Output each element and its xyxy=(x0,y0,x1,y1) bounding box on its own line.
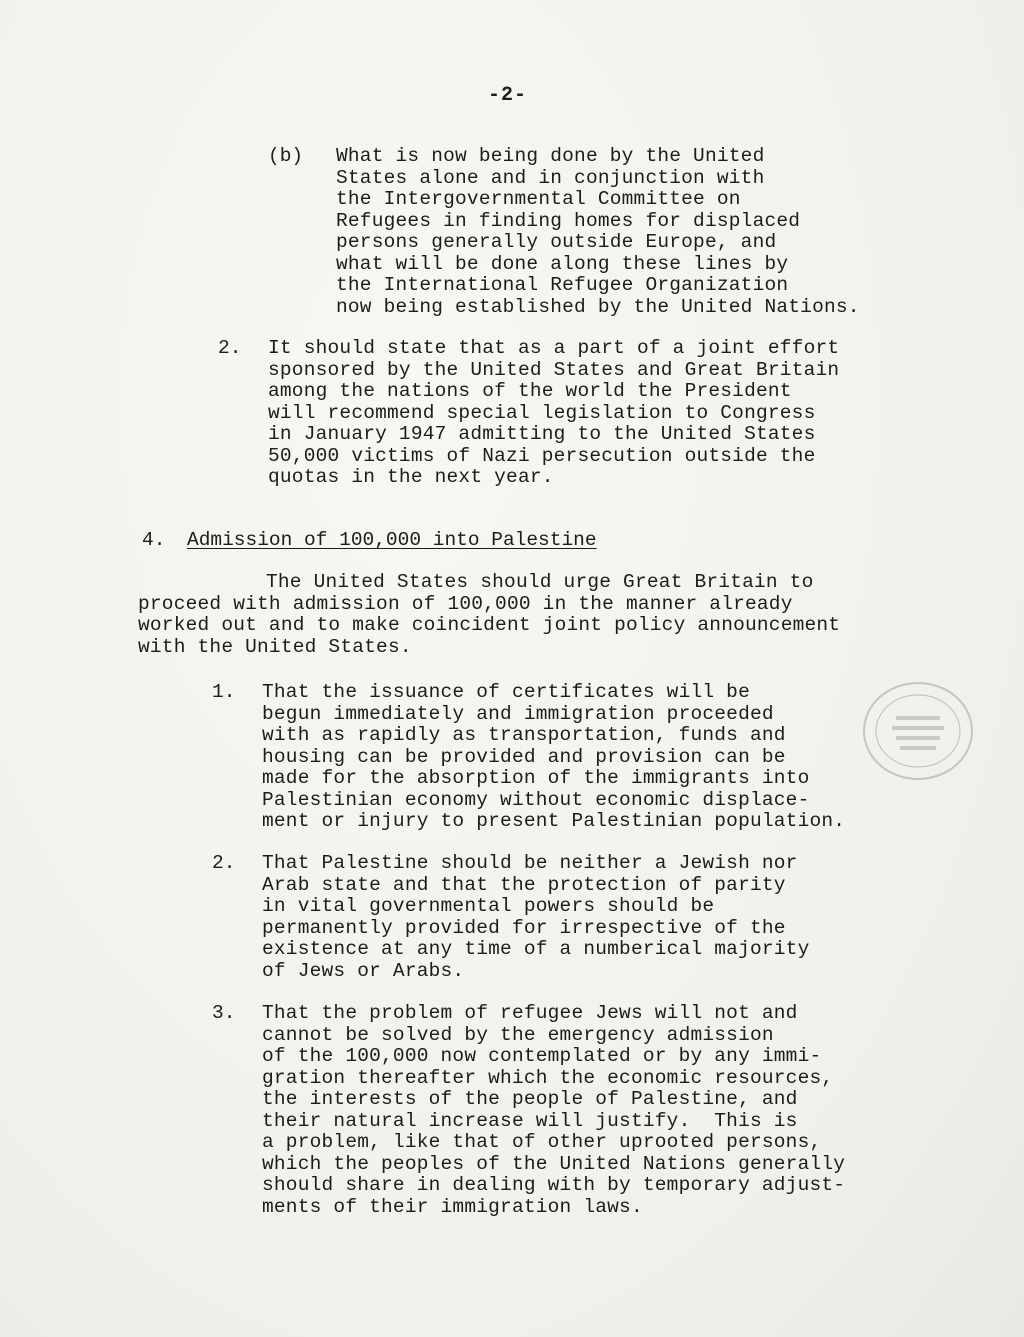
paragraph-line: It should state that as a part of a joint effort xyxy=(268,337,840,359)
paragraph-line: what will be done along these lines by xyxy=(336,252,789,275)
point-3-label: 3. xyxy=(212,1002,236,1024)
paragraph-line: That the issuance of certificates will be xyxy=(262,681,750,703)
paragraph-line: existence at any time of a numberical majority xyxy=(262,938,810,960)
paragraph-line: cannot be solved by the emergency admission xyxy=(262,1023,774,1046)
paragraph-line: States alone and in conjunction with xyxy=(336,166,765,189)
paragraph-line: the Intergovernmental Committee on xyxy=(336,188,741,210)
paragraph-line: That Palestine should be neither a Jewish nor xyxy=(262,852,798,874)
item-b-label: (b) xyxy=(268,145,304,167)
section-heading: Admission of 100,000 into Palestine xyxy=(187,529,597,551)
paragraph-line: 50,000 victims of Nazi persecution outside the xyxy=(268,444,816,467)
paragraph-line: should share in dealing with by temporary adjust- xyxy=(262,1174,846,1196)
paragraph-line: ment or injury to present Palestinian population. xyxy=(262,810,846,832)
paragraph-line: their natural increase will justify. This is xyxy=(262,1109,798,1132)
paragraph-line: of the 100,000 now contemplated or by any immi- xyxy=(262,1045,822,1067)
paragraph-line: the interests of the people of Palestine, and xyxy=(262,1088,798,1110)
item-2-paragraph xyxy=(268,338,839,489)
paragraph-line: begun immediately and immigration proceeded xyxy=(262,702,774,725)
point-1-paragraph xyxy=(262,682,845,833)
paragraph-line: The United States should urge Great Britain to xyxy=(266,571,814,593)
point-3-paragraph xyxy=(262,1003,845,1218)
paragraph-line: which the peoples of the United Nations generally xyxy=(262,1152,846,1175)
section-number: 4. xyxy=(142,529,166,551)
paragraph-line: with the United States. xyxy=(138,635,412,658)
point-2-paragraph xyxy=(262,853,810,982)
item-b-paragraph xyxy=(336,146,860,318)
page-number: -2- xyxy=(488,84,528,107)
section-intro-paragraph xyxy=(138,572,840,658)
paragraph-line: with as rapidly as transportation, funds and xyxy=(262,724,786,746)
paragraph-line: a problem, like that of other uprooted persons, xyxy=(262,1131,822,1153)
paragraph-line: in vital governmental powers should be xyxy=(262,895,715,917)
point-2-label: 2. xyxy=(212,852,236,874)
paragraph-line: Refugees in finding homes for displaced xyxy=(336,209,801,232)
paragraph-line: permanently provided for irrespective of the xyxy=(262,916,786,939)
paragraph-line: gration thereafter which the economic resources, xyxy=(262,1066,834,1089)
paragraph-line: That the problem of refugee Jews will not and xyxy=(262,1002,798,1024)
paragraph-line: housing can be provided and provision can be xyxy=(262,745,786,768)
paragraph-line: of Jews or Arabs. xyxy=(262,959,465,982)
paragraph-line: sponsored by the United States and Great Britain xyxy=(268,358,840,381)
paragraph-line: Palestinian economy without economic displace- xyxy=(262,788,810,811)
paragraph-line: among the nations of the world the President xyxy=(268,380,792,402)
archive-stamp-icon xyxy=(858,676,978,786)
paragraph-line: in January 1947 admitting to the United States xyxy=(268,423,816,445)
paragraph-line: ments of their immigration laws. xyxy=(262,1195,643,1218)
paragraph-line: will recommend special legislation to Congress xyxy=(268,401,816,424)
paragraph-line: made for the absorption of the immigrants into xyxy=(262,767,810,789)
paragraph-line: persons generally outside Europe, and xyxy=(336,231,777,253)
paragraph-line: now being established by the United Nations. xyxy=(336,295,860,318)
paragraph-line: What is now being done by the United xyxy=(336,145,765,167)
paragraph-line: the International Refugee Organization xyxy=(336,274,789,296)
item-2-label: 2. xyxy=(218,337,242,359)
paragraph-line: worked out and to make coincident joint policy announcement xyxy=(138,614,841,636)
paragraph-line: proceed with admission of 100,000 in the manner already xyxy=(138,592,793,615)
paragraph-line: Arab state and that the protection of parity xyxy=(262,873,786,896)
paragraph-line: quotas in the next year. xyxy=(268,466,554,488)
point-1-label: 1. xyxy=(212,681,236,703)
